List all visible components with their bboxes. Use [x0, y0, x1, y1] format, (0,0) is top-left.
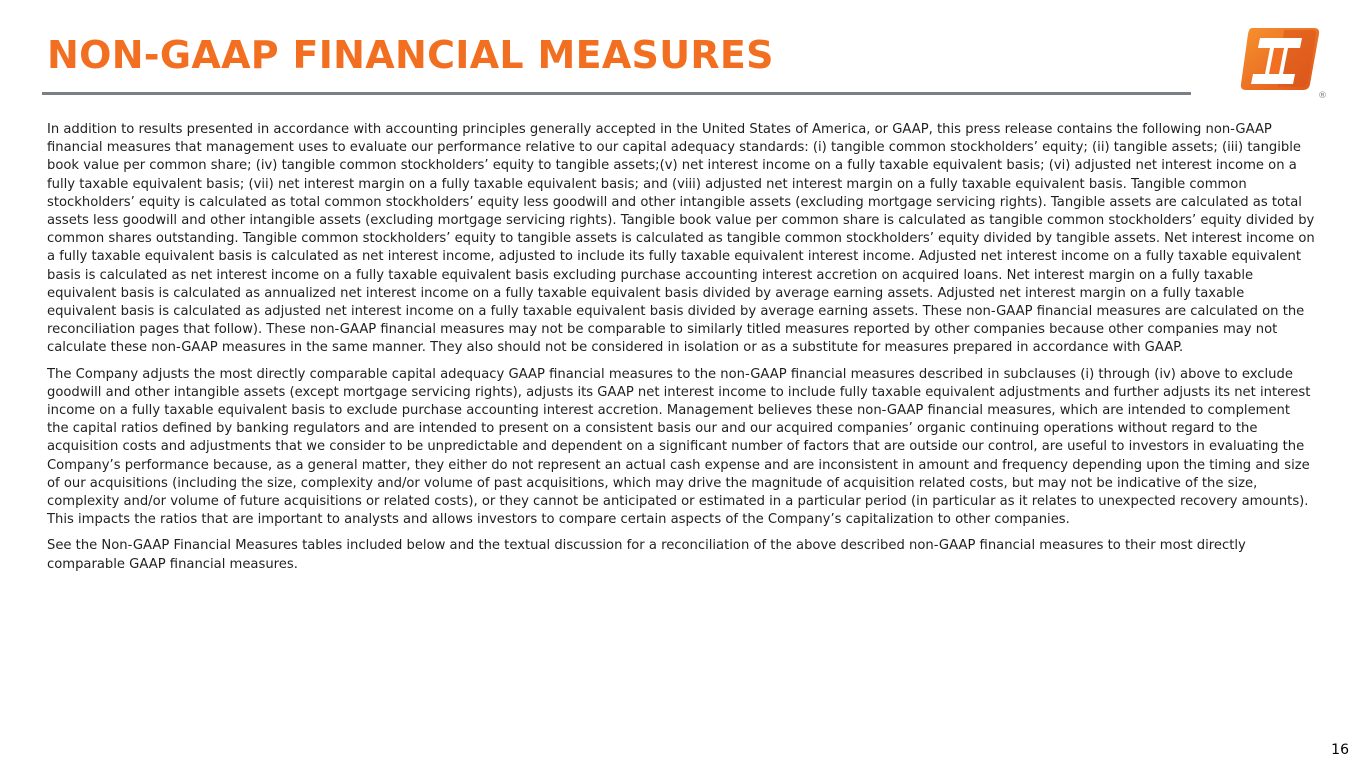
paragraph-adjustments: The Company adjusts the most directly comparable capital adequacy GAAP financial measures to the non-GAAP financial measures described in subclauses (i) through (iv) above to exclude goodwill and other intangible assets (except mortgage servicing rights), adjusts its GAAP net interest income to include fully taxable equivalent adjustments and further adjusts its net interest income on a fully taxable equivalent basis to exclude purchase accounting interest accretion. Management believes these non-GAAP financial measures, which are intended to complement the capital ratios defined by banking regulators and are intended to present on a consistent basis our and our acquired companies’ organic continuing operations without regard to the acquisition costs and adjustments that we consider to be unpredictable and dependent on a significant number of factors that are outside our control, are useful to investors in evaluating the Company’s performance because, as a general matter, they either do not represent an actual cash expense and are inconsistent in amount and frequency depending upon the timing and size of our acquisitions (including the size, complexity and/or volume of past acquisitions, which may drive the magnitude of acquisition related costs, but may not be indicative of the size, complexity and/or volume of future acquisitions or related costs), or they cannot be anticipated or estimated in a particular period (in particular as it relates to unexpected recovery amounts). This impacts the ratios that are important to analysts and allows investors to compare certain aspects of the Company’s capitalization to other companies.: [47, 366, 1311, 528]
paragraph-intro: In addition to results presented in accordance with accounting principles generally accepted in the United States of America, or GAAP, this press release contains the following non-GAAP financial measures that management uses to evaluate our performance relative to our capital adequacy standards: (i) tangible common stockholders’ equity; (ii) tangible assets; (iii) tangible book value per common share; (iv) tangible common stockholders’ equity to tangible assets;(v) net interest income on a fully taxable equivalent basis; (vi) adjusted net interest income on a fully taxable equivalent basis; (vii) net interest margin on a fully taxable equivalent basis; and (viii) adjusted net interest margin on a fully taxable equivalent basis. Tangible common stockholders’ equity is calculated as total common stockholders’ equity less goodwill and other intangible assets (excluding mortgage servicing rights). Tangible assets are calculated as total assets less goodwill and other intangible assets (excluding mortgage servicing rights). Tangible book value per common share is calculated as tangible common stockholders’ equity divided by common shares outstanding. Tangible common stockholders’ equity to tangible assets is calculated as tangible common stockholders’ equity divided by tangible assets. Net interest income on a fully taxable equivalent basis is calculated as net interest income, adjusted to include its fully taxable equivalent interest income. Adjusted net interest income on a fully taxable equivalent basis is calculated as net interest income on a fully taxable equivalent basis excluding purchase accounting interest accretion on acquired loans. Net interest margin on a fully taxable equivalent basis is calculated as annualized net interest income on a fully taxable equivalent basis divided by average earning assets. Adjusted net interest margin on a fully taxable equivalent basis is calculated as adjusted net interest income on a fully taxable equivalent basis divided by average earning assets. These non-GAAP financial measures are calculated on the reconciliation pages that follow). These non-GAAP financial measures may not be comparable to similarly titled measures reported by other companies because other companies may not calculate these non-GAAP measures in the same manner. They also should not be considered in isolation or as a substitute for measures prepared in accordance with GAAP.: [47, 122, 1315, 356]
body-text: [47, 121, 1315, 582]
paragraph-reconciliation: See the Non-GAAP Financial Measures tables included below and the textual discussion for a reconciliation of the above described non-GAAP financial measures to their most directly comparable GAAP financial measures.: [47, 538, 1246, 572]
company-logo-icon: [1240, 24, 1327, 101]
slide-title: NON-GAAP FINANCIAL MEASURES: [47, 33, 774, 77]
title-divider: [42, 92, 1191, 95]
registered-mark: ®: [1318, 91, 1327, 101]
page-number: 16: [1331, 742, 1349, 758]
